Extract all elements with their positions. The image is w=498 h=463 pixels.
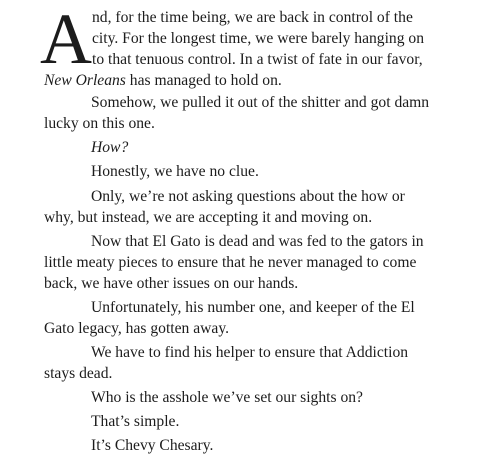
paragraph-5-line-1: Only, we’re not asking questions about the how or [91,188,405,205]
paragraph-8-line-1: We have to find his helper to ensure that Addiction [91,344,409,361]
paragraph-6-line-1: Now that El Gato is dead and was fed to the gators in [91,233,424,250]
place-name-italic: New Orleans [44,72,126,89]
paragraph-9: Who is the asshole we’ve set our sights on? [91,389,363,406]
paragraph-1-line-4 [44,71,282,91]
paragraph-2-line-2: lucky on this one. [44,115,155,132]
paragraph-1-line-4-rest: has managed to hold on. [125,72,282,89]
paragraph-6-line-3: back, we have other issues on our hands. [44,275,299,292]
paragraph-10: That’s simple. [91,413,180,430]
drop-cap-letter: A [40,0,92,79]
paragraph-3 [91,138,128,158]
paragraph-11: It’s Chevy Chesary. [91,437,214,454]
paragraph-3-italic: How? [91,139,129,156]
paragraph-7-line-1: Unfortunately, his number one, and keeper of the El [91,299,415,316]
paragraph-5-line-2: why, but instead, we are accepting it and moving on. [44,209,373,226]
paragraph-2-line-1: Somehow, we pulled it out of the shitter and got damn [91,94,430,111]
paragraph-4: Honestly, we have no clue. [91,163,259,180]
paragraph-8-line-2: stays dead. [44,365,113,382]
paragraph-1-line-2: city. For the longest time, we were barely hanging on [92,30,424,47]
paragraph-7-line-2: Gato legacy, has gotten away. [44,320,230,337]
paragraph-1-line-3: to that tenuous control. In a twist of fate in our favor, [92,51,423,68]
paragraph-6-line-2: little meaty pieces to ensure that he never managed to come [44,254,417,271]
paragraph-1-line-1: nd, for the time being, we are back in control of the [92,9,413,26]
